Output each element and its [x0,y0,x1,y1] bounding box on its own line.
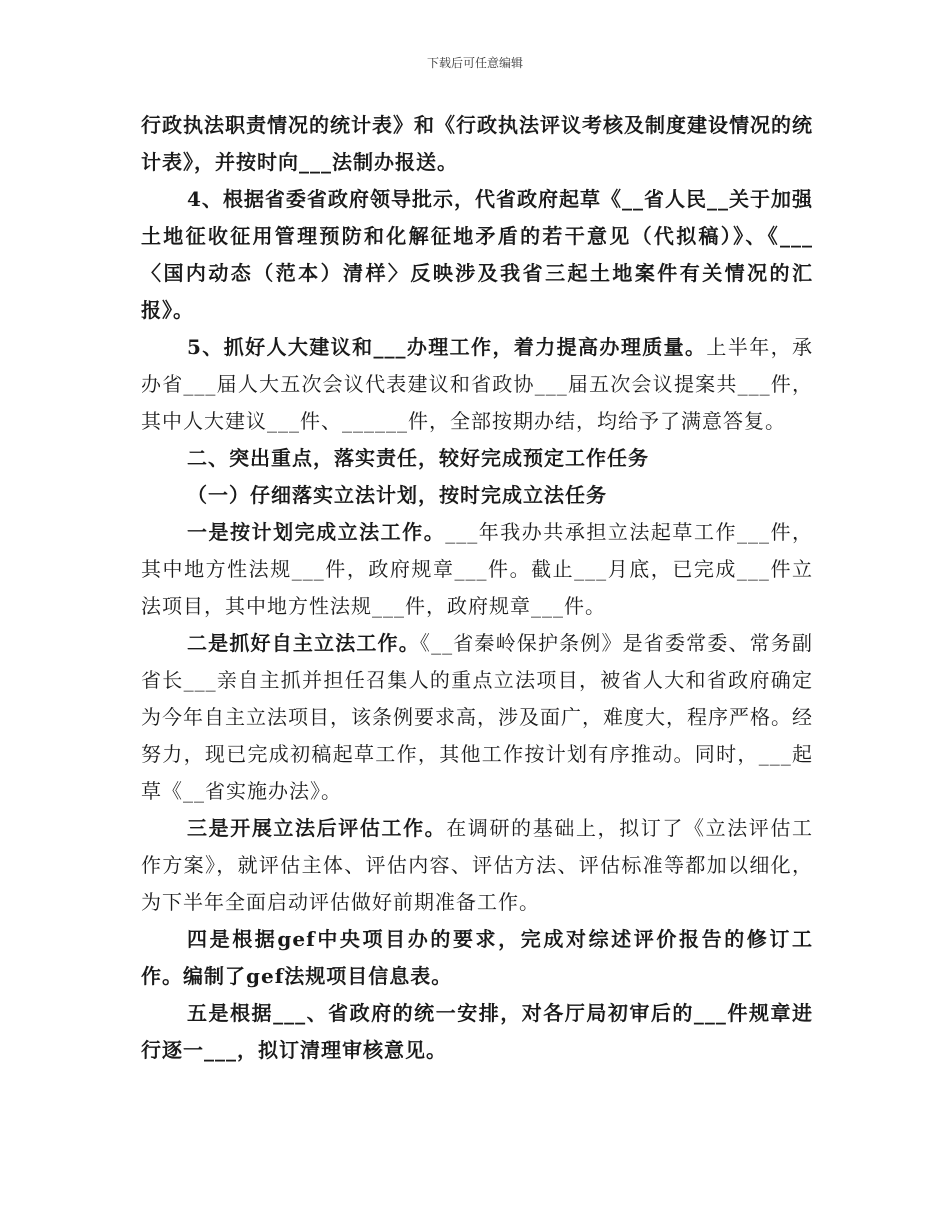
paragraph-second-legislation [141,625,813,810]
paragraph-first-lead: 一是按计划完成立法工作。 [187,520,446,544]
section-heading-2: 二、突出重点，落实责任，较好完成预定工作任务 [187,446,649,470]
paragraph-first-legislation [141,514,813,625]
paragraph-fourth-legislation: 四是根据gef中央项目办的要求，完成对综述评价报告的修订工作。编制了gef法规项目信息表。 [141,927,813,988]
paragraph-statistics-tables: 行政执法职责情况的统计表》和《行政执法评议考核及制度建设情况的统计表》，并按时向___法制办报送。 [141,113,813,174]
paragraph-item-5-lead: 5、抓好人大建议和___办理工作，着力提高办理质量。 [187,335,707,359]
paragraph-third-legislation [141,810,813,921]
paragraph-first-body: ___年我办共承担立法起草工作___件，其中地方性法规___件，政府规章___件。截止___月底，已完成___件立法项目，其中地方性法规___件，政府规章___件。 [141,520,814,618]
paragraph-item-5 [141,329,813,440]
document-body [141,107,813,1069]
paragraph-third-lead: 三是开展立法后评估工作。 [187,816,447,840]
subsection-heading-1: （一）仔细落实立法计划，按时完成立法任务 [187,483,607,507]
page-header-note: 下载后可任意编辑 [426,56,523,70]
paragraph-third-body: 在调研的基础上，拟订了《立法评估工作方案》，就评估主体、评估内容、评估方法、评估标准等都加以细化，为下半年全面启动评估做好前期准备工作。 [141,816,814,914]
paragraph-item-5-body: 上半年，承办省___届人大五次会议代表建议和省政协___届五次会议提案共___件，其中人大建议___件、______件，全部按期办结，均给予了满意答复。 [141,335,814,433]
paragraph-second-body: 《__省秦岭保护条例》是省委常委、常务副省长___亲自主抓并担任召集人的重点立法项目，被省人大和省政府确定为今年自主立法项目，该条例要求高，涉及面广，难度大，程序严格。经努力，现已完成初稿起草工作，其他工作按计划有序推动。同时，___起草《__省实施办法》。 [141,631,814,803]
paragraph-item-4: 4、根据省委省政府领导批示，代省政府起草《__省人民__关于加强土地征收征用管理预防和化解征地矛盾的若干意见（代拟稿）》、《___〈国内动态（范本）清样〉反映涉及我省三起土地案件有关情况的汇报》。 [141,187,813,322]
paragraph-fifth-legislation: 五是根据___、省政府的统一安排，对各厅局初审后的___件规章进行逐一___，拟订清理审核意见。 [141,1001,813,1062]
paragraph-second-lead: 二是抓好自主立法工作。 [187,631,420,655]
